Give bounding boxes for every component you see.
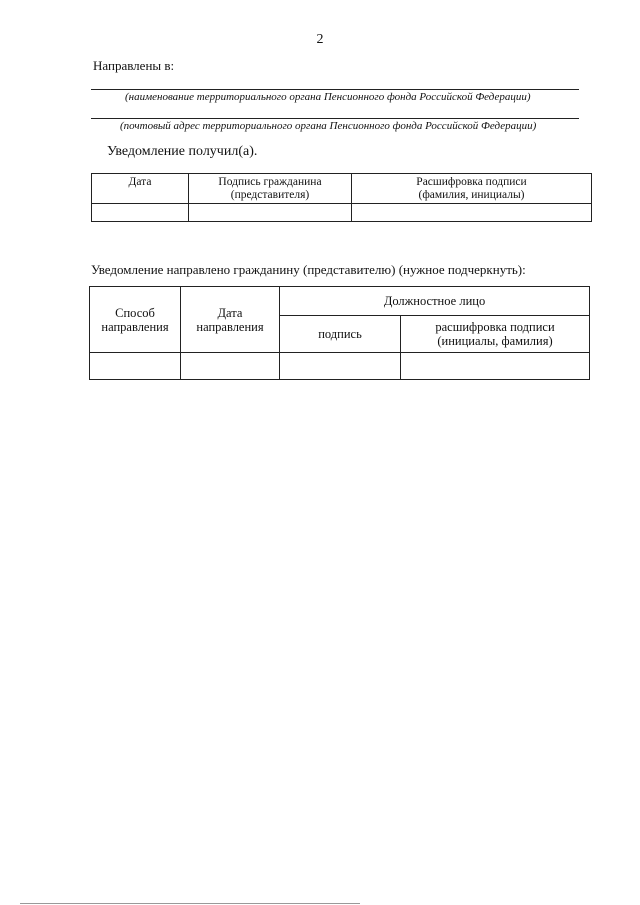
- receipt-table-header: [92, 174, 592, 204]
- postal-address-caption: (почтовый адрес территориального органа Пенсионного фонда Российской Федерации): [120, 120, 537, 132]
- dispatch-col-date: Дата направления: [181, 287, 280, 353]
- dispatch-cell-signature: [280, 353, 401, 380]
- table-row: [90, 353, 590, 380]
- dispatch-cell-method: [90, 353, 181, 380]
- territorial-body-line: [91, 89, 579, 90]
- dispatch-col-decode: расшифровка подписи (инициалы, фамилия): [401, 316, 590, 353]
- dispatch-col-method: Способ направления: [90, 287, 181, 353]
- dispatch-table-header: [90, 287, 590, 316]
- receipt-col-date: Дата: [92, 174, 189, 204]
- dispatch-col-signature: подпись: [280, 316, 401, 353]
- dispatch-cell-date: [181, 353, 280, 380]
- page-number: 2: [316, 32, 324, 47]
- table-row: [92, 204, 592, 222]
- dispatch-table: [89, 286, 590, 380]
- territorial-body-caption: (наименование территориального органа Пенсионного фонда Российской Федерации): [125, 91, 531, 103]
- receipt-cell-signature: [189, 204, 352, 222]
- received-label: Уведомление получил(а).: [107, 144, 258, 159]
- dispatch-col-official: Должностное лицо: [280, 287, 590, 316]
- receipt-cell-date: [92, 204, 189, 222]
- receipt-cell-decode: [352, 204, 592, 222]
- receipt-col-signature: Подпись гражданина (представителя): [189, 174, 352, 204]
- sent-note: Уведомление направлено гражданину (представителю) (нужное подчеркнуть):: [91, 262, 526, 277]
- receipt-col-decode: Расшифровка подписи (фамилия, инициалы): [352, 174, 592, 204]
- sent-to-label: Направлены в:: [93, 58, 175, 73]
- dispatch-cell-decode: [401, 353, 590, 380]
- receipt-table: [91, 173, 592, 222]
- postal-address-line: [91, 118, 579, 119]
- scan-edge-line: [20, 903, 360, 904]
